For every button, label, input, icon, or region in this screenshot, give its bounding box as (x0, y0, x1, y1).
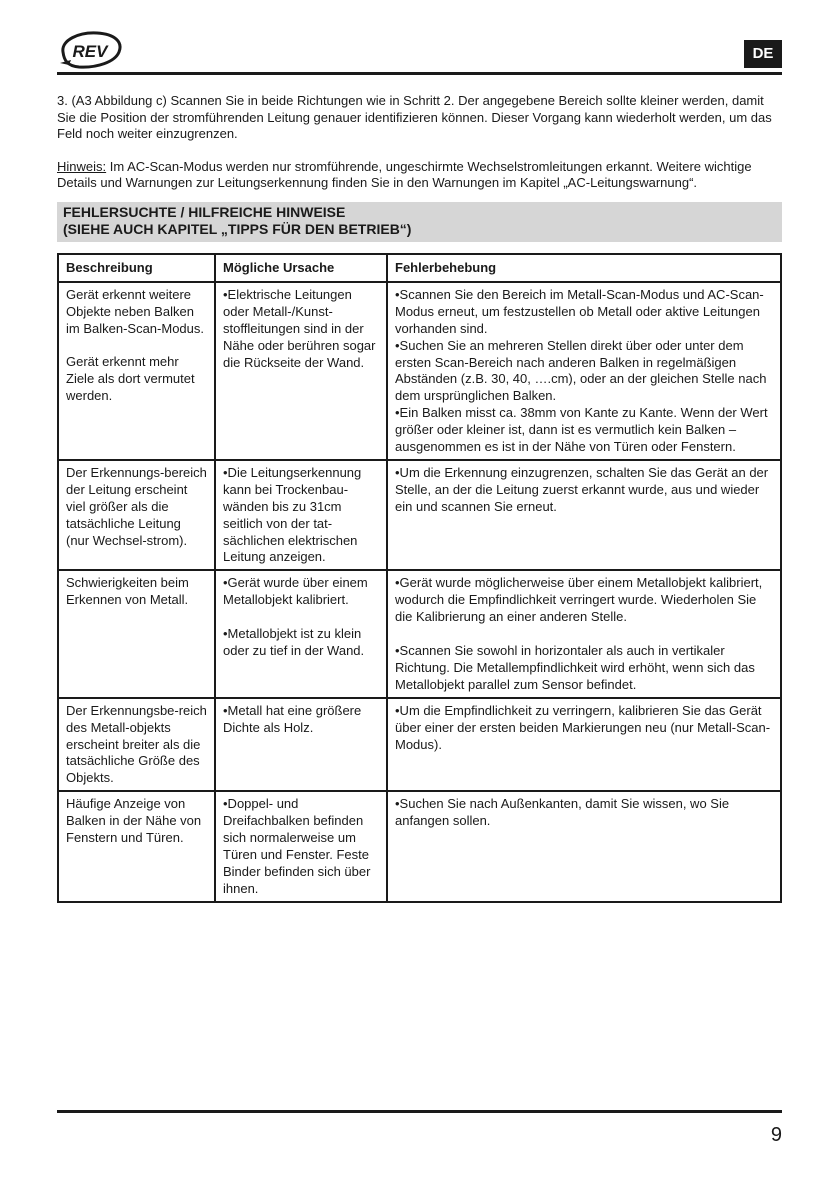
description-cell (58, 282, 215, 460)
table-row (58, 698, 781, 792)
heading-line-1: FEHLERSUCHTE / HILFREICHE HINWEISE (63, 203, 346, 220)
cause-text: •Die Leitungserkennung kann bei Trockenbau-wänden bis zu 31cm seitlich von der tat-sächlichen elektrischen Leitung anzeigen. (223, 464, 362, 565)
description-cell (58, 460, 215, 570)
header-divider (57, 72, 782, 75)
cause-text: •Gerät wurde über einem Metallobjekt kalibriert. (223, 575, 368, 608)
column-header-cause: Mögliche Ursache (215, 254, 387, 282)
table-row (58, 791, 781, 901)
description-cell (58, 570, 215, 697)
fix-text: •Um die Erkennung einzugrenzen, schalten Sie das Gerät an der Stelle, an der die Leitung zuerst erkannt wurde, aus und wieder ein und scannen Sie erneut. (395, 464, 769, 514)
table-header-row (58, 254, 781, 282)
fix-text: •Scannen Sie sowohl in horizontaler als auch in vertikaler Richtung. Die Metallempfindlichkeit wird erhöht, wenn sich das Metallobjekt parallel zum Sensor befindet. (395, 642, 755, 692)
logo-text: REV (72, 42, 108, 61)
description-text: Der Erkennungs-bereich der Leitung erscheint viel größer als die tatsächliche Leitung (nur Wechsel-strom). (66, 464, 207, 548)
troubleshooting-table (57, 253, 782, 903)
description-cell (58, 698, 215, 792)
fix-cell (387, 460, 781, 570)
page-number: 9 (770, 1124, 782, 1146)
fix-text: •Suchen Sie an mehreren Stellen direkt über oder unter dem ersten Scan-Bereich nach anderen Balken in regelmäßigen Abständen (z.B. 30, 40, ….cm), oder an der gleichen Stelle nach dem ursprünglichen Balken. (395, 337, 767, 404)
description-text: Schwierigkeiten beim Erkennen von Metall. (66, 575, 189, 608)
table-row (58, 460, 781, 570)
fix-text: •Gerät wurde möglicherweise über einem Metallobjekt kalibriert, wodurch die Empfindlichkeit verringert wurde. Wiederholen Sie die Kalibrierung an einer anderen Stelle. (395, 575, 763, 625)
cause-text: •Elektrische Leitungen oder Metall-/Kunst-stoffleitungen sind in der Nähe oder berühren sogar die Rückseite der Wand. (223, 286, 376, 370)
description-text: Der Erkennungsbe-reich des Metall-objekts erscheint breiter als die tatsächliche Größe des Objekts. (66, 702, 207, 786)
heading-line-2: (SIEHE AUCH KAPITEL „TIPPS FÜR DEN BETRIEB“) (63, 221, 412, 238)
hint-label: Hinweis: (57, 158, 107, 174)
description-cell (58, 791, 215, 901)
troubleshooting-heading (57, 202, 782, 242)
main-content (57, 93, 782, 903)
table-row (58, 282, 781, 460)
step-3-paragraph: 3. (A3 Abbildung c) Scannen Sie in beide Richtungen wie in Schritt 2. Der angegebene Bereich sollte kleiner werden, damit Sie die Position der stromführenden Leitung genauer identifizieren können. Dieser Vorgang kann wiederholt werden, um das Feld noch weiter einzugrenzen. (57, 93, 772, 142)
hint-text: Im AC-Scan-Modus werden nur stromführende, ungeschirmte Wechselstromleitungen erkannt. Weitere wichtige Details und Warnungen zur Leitungserkennung finden Sie in den Warnungen im Kapitel „AC-Leitungswarnung“. (57, 158, 752, 191)
cause-cell (215, 282, 387, 460)
description-text: Gerät erkennt weitere Objekte neben Balken im Balken-Scan-Modus. (66, 286, 204, 336)
fix-cell (387, 791, 781, 901)
rev-logo (57, 30, 123, 70)
cause-cell (215, 791, 387, 901)
page-header (57, 28, 782, 74)
cause-text: •Metall hat eine größere Dichte als Holz. (223, 702, 362, 735)
footer-divider (57, 1110, 782, 1113)
fix-text: •Ein Balken misst ca. 38mm von Kante zu Kante. Wenn der Wert größer oder kleiner ist, dann ist es vermutlich kein Balken – ausgenommen es ist in der Nähe von Türen oder Fenstern. (395, 405, 768, 455)
table-row (58, 570, 781, 697)
fix-text: •Suchen Sie nach Außenkanten, damit Sie wissen, wo Sie anfangen sollen. (395, 796, 730, 829)
description-text: Gerät erkennt mehr Ziele als dort vermutet werden. (66, 354, 195, 404)
column-header-description: Beschreibung (58, 254, 215, 282)
description-text: Häufige Anzeige von Balken in der Nähe von Fenstern und Türen. (66, 796, 202, 846)
cause-text: •Doppel- und Dreifachbalken befinden sich normalerweise um Türen und Fenster. Feste Binder befinden sich über ihnen. (223, 796, 371, 896)
cause-text: •Metallobjekt ist zu klein oder zu tief in der Wand. (223, 626, 365, 658)
hint-paragraph (57, 159, 782, 192)
cause-cell (215, 460, 387, 570)
cause-cell (215, 570, 387, 697)
language-badge: DE (744, 40, 782, 68)
column-header-fix: Fehlerbehebung (387, 254, 781, 282)
fix-cell (387, 282, 781, 460)
fix-cell (387, 570, 781, 697)
cause-cell (215, 698, 387, 792)
fix-cell (387, 698, 781, 792)
fix-text: •Scannen Sie den Bereich im Metall-Scan-Modus und AC-Scan-Modus erneut, um festzustellen ob Metall oder aktive Leitungen vorhanden sind. (395, 286, 764, 336)
fix-text: •Um die Empfindlichkeit zu verringern, kalibrieren Sie das Gerät über einer der ersten beiden Markierungen neu (nur Metall-Scan-Modus). (395, 702, 771, 752)
